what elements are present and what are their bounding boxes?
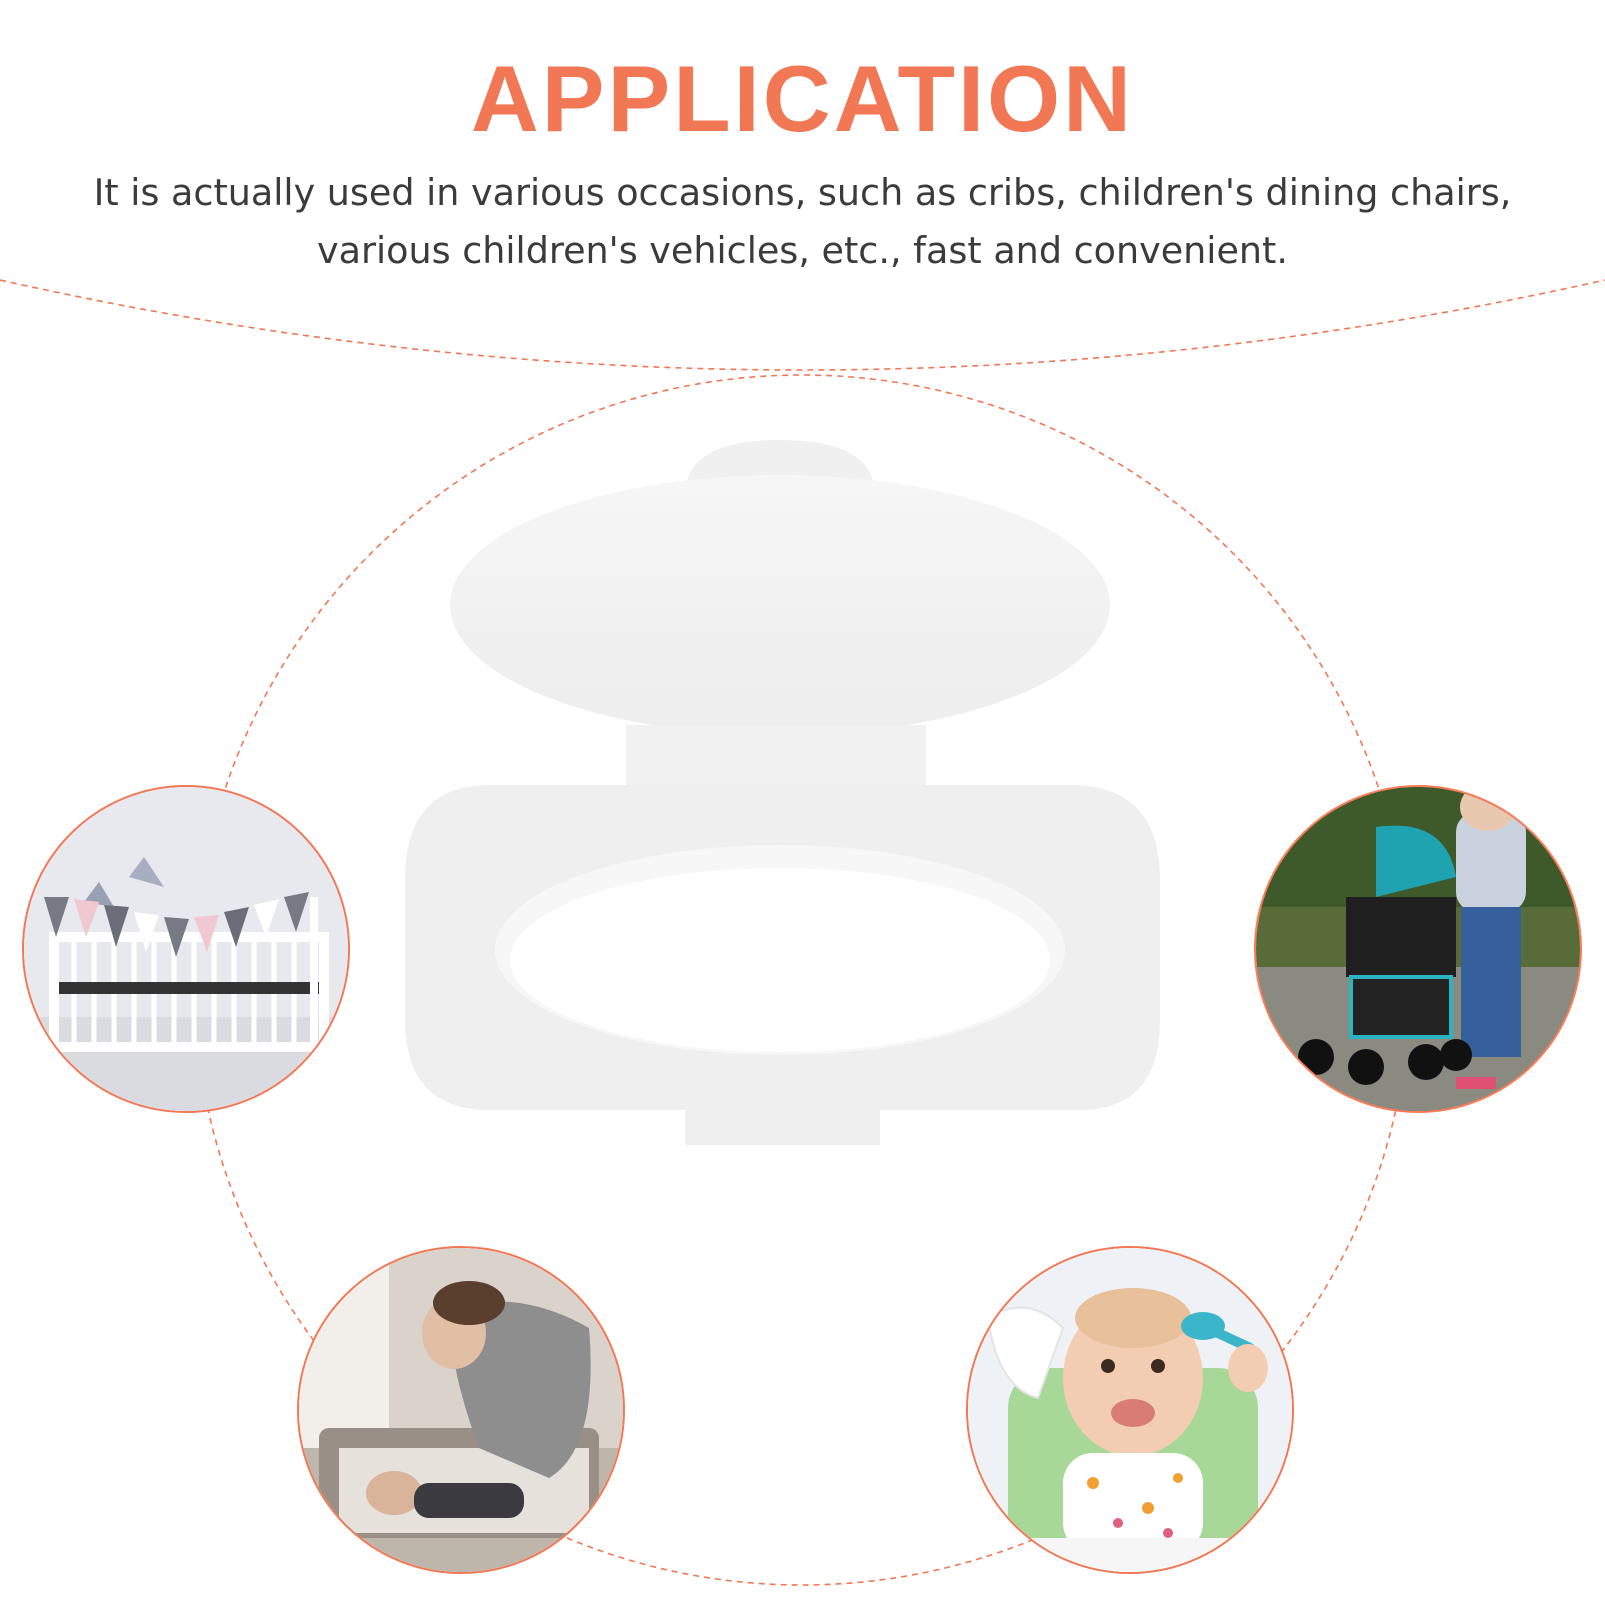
crib-icon bbox=[24, 787, 348, 1111]
dashed-arc-top bbox=[0, 280, 1605, 370]
mother-baby-icon bbox=[299, 1248, 623, 1572]
wet-wipes-lid-icon bbox=[400, 440, 1200, 1200]
dining-chair-scene bbox=[966, 1246, 1294, 1574]
crib-scene bbox=[22, 785, 350, 1113]
description-line-1: It is actually used in various occasions, such as cribs, children's dining chairs, bbox=[93, 171, 1512, 214]
stroller-icon bbox=[1256, 787, 1580, 1111]
baby-dining-icon bbox=[968, 1248, 1292, 1572]
page-title: APPLICATION bbox=[470, 46, 1135, 151]
changing-scene bbox=[297, 1246, 625, 1574]
stroller-scene bbox=[1254, 785, 1582, 1113]
description-line-2: various children's vehicles, etc., fast and convenient. bbox=[317, 229, 1288, 272]
